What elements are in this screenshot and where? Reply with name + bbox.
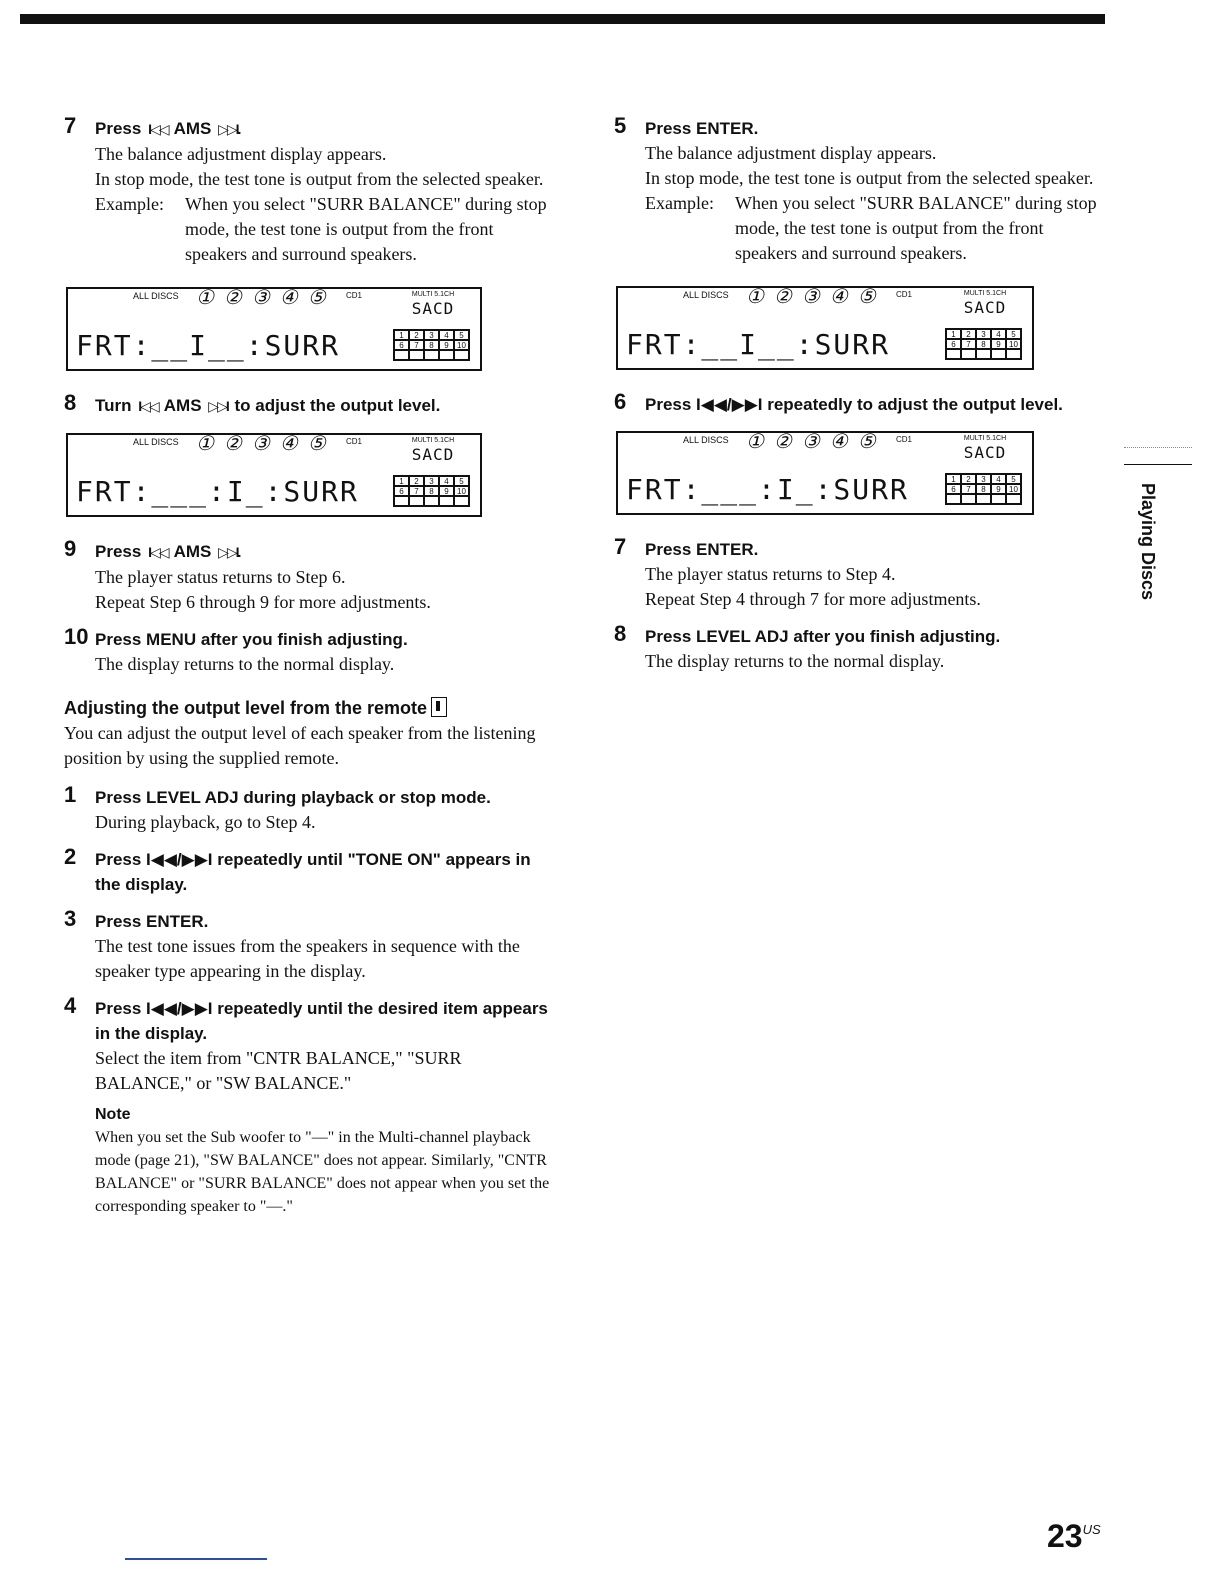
example-label: Example: bbox=[645, 193, 714, 213]
step-number: 1 bbox=[64, 782, 77, 807]
all-discs-label: ALL DISCS bbox=[133, 437, 179, 447]
multi-channel-label: MULTI 5.1CH bbox=[411, 437, 455, 444]
example bbox=[95, 192, 554, 267]
sacd-label: SACD bbox=[963, 298, 1007, 317]
cd1-label: CD1 bbox=[896, 435, 913, 444]
cd1-label: CD1 bbox=[346, 437, 363, 446]
grid-cell: 3 bbox=[424, 330, 439, 340]
step-body: The test tone issues from the speakers in sequence with the speaker type appearing in the display. bbox=[95, 936, 520, 981]
step-number: 3 bbox=[64, 906, 77, 931]
heading-text: Press bbox=[95, 542, 142, 561]
grid-cell: 3 bbox=[424, 476, 439, 486]
heading-text: Press bbox=[95, 119, 142, 138]
multi-channel-label: MULTI 5.1CH bbox=[963, 435, 1007, 442]
grid-cell bbox=[439, 496, 454, 506]
step-body: During playback, go to Step 4. bbox=[95, 812, 316, 832]
grid-cell bbox=[454, 496, 469, 506]
prev-ams-icon: I◁◁ bbox=[148, 544, 168, 560]
step-body: The display returns to the normal display. bbox=[645, 651, 945, 671]
grid-cell: 6 bbox=[946, 484, 961, 494]
grid-cell bbox=[1006, 349, 1021, 359]
step-number: 7 bbox=[614, 534, 627, 559]
step-number: 8 bbox=[64, 390, 77, 415]
step-body: The balance adjustment display appears. bbox=[95, 144, 387, 164]
lcd-main-readout: FRT:__I__:SURR bbox=[626, 328, 891, 361]
page-number bbox=[1047, 1518, 1101, 1555]
example-text: When you select "SURR BALANCE" during stop mode, the test tone is output from the front speakers and surround speakers. bbox=[185, 194, 547, 264]
disc-indicators-icon: ①②③④⑤ bbox=[196, 285, 336, 309]
step-number: 8 bbox=[614, 621, 627, 646]
grid-cell bbox=[946, 349, 961, 359]
grid-cell: 10 bbox=[1006, 339, 1021, 349]
step-heading: Press LEVEL ADJ after you finish adjusting. bbox=[645, 627, 1001, 646]
step-8-right bbox=[614, 621, 1104, 674]
grid-cell: 6 bbox=[394, 486, 409, 496]
grid-cell bbox=[991, 349, 1006, 359]
example-text: When you select "SURR BALANCE" during stop mode, the test tone is output from the front speakers and surround speakers. bbox=[735, 193, 1097, 263]
track-grid bbox=[393, 475, 470, 507]
grid-cell bbox=[976, 494, 991, 504]
grid-cell bbox=[439, 350, 454, 360]
page-number-suffix: US bbox=[1082, 1522, 1101, 1537]
grid-cell: 9 bbox=[439, 486, 454, 496]
multi-channel-label: MULTI 5.1CH bbox=[411, 291, 455, 298]
heading-text: Turn bbox=[95, 396, 132, 415]
step-heading: Press ENTER. bbox=[645, 119, 759, 138]
grid-cell: 7 bbox=[409, 340, 424, 350]
grid-cell bbox=[454, 350, 469, 360]
grid-cell: 6 bbox=[946, 339, 961, 349]
heading-text: AMS bbox=[173, 542, 212, 561]
step-heading: Press I◀◀/▶▶I repeatedly to adjust the output level. bbox=[645, 395, 1063, 414]
multi-channel-label: MULTI 5.1CH bbox=[963, 290, 1007, 297]
grid-cell: 2 bbox=[961, 474, 976, 484]
step-body: Repeat Step 6 through 9 for more adjustments. bbox=[95, 592, 431, 612]
grid-cell bbox=[976, 349, 991, 359]
step-heading bbox=[95, 116, 554, 142]
grid-cell bbox=[394, 350, 409, 360]
step-8 bbox=[64, 390, 554, 419]
grid-cell: 7 bbox=[961, 484, 976, 494]
grid-cell bbox=[961, 494, 976, 504]
lcd-main-readout: FRT:___:I_:SURR bbox=[626, 473, 909, 506]
grid-cell: 9 bbox=[439, 340, 454, 350]
lcd-main-readout: FRT:___:I_:SURR bbox=[76, 475, 359, 508]
all-discs-label: ALL DISCS bbox=[133, 291, 179, 301]
grid-cell: 2 bbox=[409, 476, 424, 486]
grid-cell: 4 bbox=[991, 474, 1006, 484]
grid-cell: 9 bbox=[991, 339, 1006, 349]
step-number: 9 bbox=[64, 536, 77, 561]
step-number: 4 bbox=[64, 993, 77, 1018]
sacd-label: SACD bbox=[963, 443, 1007, 462]
next-ams-icon: ▷▷I. bbox=[218, 121, 240, 137]
heading-text: AMS bbox=[173, 119, 212, 138]
remote-step-4 bbox=[64, 993, 554, 1218]
section-title bbox=[64, 695, 554, 721]
grid-cell: 10 bbox=[454, 486, 469, 496]
step-number: 7 bbox=[64, 113, 77, 138]
remote-step-2 bbox=[64, 844, 554, 897]
heading-text: AMS bbox=[163, 396, 202, 415]
side-tab-rule bbox=[1124, 464, 1192, 465]
step-7 bbox=[64, 113, 554, 267]
grid-cell: 10 bbox=[454, 340, 469, 350]
grid-cell bbox=[409, 496, 424, 506]
step-heading: Press ENTER. bbox=[645, 540, 759, 559]
lcd-display bbox=[66, 433, 482, 517]
page-number-value: 23 bbox=[1047, 1518, 1083, 1554]
grid-cell: 6 bbox=[394, 340, 409, 350]
cd1-label: CD1 bbox=[346, 291, 363, 300]
grid-cell: 1 bbox=[946, 329, 961, 339]
grid-cell: 9 bbox=[991, 484, 1006, 494]
step-body: Select the item from "CNTR BALANCE," "SURR BALANCE," or "SW BALANCE." bbox=[95, 1048, 462, 1093]
grid-cell: 8 bbox=[424, 486, 439, 496]
step-7-right bbox=[614, 534, 1104, 612]
grid-cell bbox=[961, 349, 976, 359]
grid-cell: 7 bbox=[409, 486, 424, 496]
cd1-label: CD1 bbox=[896, 290, 913, 299]
grid-cell: 8 bbox=[976, 339, 991, 349]
grid-cell: 2 bbox=[961, 329, 976, 339]
step-body: The player status returns to Step 6. bbox=[95, 567, 346, 587]
remote-icon bbox=[431, 697, 447, 717]
grid-cell: 8 bbox=[976, 484, 991, 494]
step-heading: Press I◀◀/▶▶I repeatedly until the desired item appears in the display. bbox=[95, 999, 548, 1043]
grid-cell: 5 bbox=[1006, 474, 1021, 484]
grid-cell: 4 bbox=[991, 329, 1006, 339]
track-grid bbox=[945, 473, 1022, 505]
grid-cell: 3 bbox=[976, 474, 991, 484]
grid-cell: 5 bbox=[1006, 329, 1021, 339]
step-body: In stop mode, the test tone is output from the selected speaker. bbox=[95, 169, 544, 189]
right-column bbox=[614, 113, 1104, 686]
lcd-display bbox=[616, 431, 1034, 515]
side-tab-label: Playing Discs bbox=[1138, 483, 1158, 601]
bottom-rule bbox=[125, 1558, 267, 1560]
all-discs-label: ALL DISCS bbox=[683, 435, 729, 445]
grid-cell: 5 bbox=[454, 330, 469, 340]
step-heading: Press I◀◀/▶▶I repeatedly until "TONE ON" appears in the display. bbox=[95, 850, 531, 894]
grid-cell: 1 bbox=[394, 330, 409, 340]
prev-ams-icon: I◁◁ bbox=[138, 398, 158, 414]
note-text: When you set the Sub woofer to "—" in the Multi-channel playback mode (page 21), "SW BALANCE" does not appear. Similarly, "CNTR BALANCE" or "SURR BALANCE" does not appear when you set the corresponding speaker to "—." bbox=[95, 1129, 550, 1215]
example-label: Example: bbox=[95, 194, 164, 214]
step-heading bbox=[95, 393, 554, 419]
grid-cell: 5 bbox=[454, 476, 469, 486]
grid-cell: 10 bbox=[1006, 484, 1021, 494]
section-title-text: Adjusting the output level from the remote bbox=[64, 698, 428, 718]
step-body: The balance adjustment display appears. bbox=[645, 143, 937, 163]
grid-cell: 2 bbox=[409, 330, 424, 340]
remote-step-3 bbox=[64, 906, 554, 984]
step-number: 2 bbox=[64, 844, 77, 869]
grid-cell bbox=[409, 350, 424, 360]
step-6 bbox=[614, 389, 1104, 417]
step-number: 10 bbox=[64, 624, 89, 649]
grid-cell bbox=[1006, 494, 1021, 504]
track-grid bbox=[945, 328, 1022, 360]
step-heading: Press MENU after you finish adjusting. bbox=[95, 630, 408, 649]
step-body: In stop mode, the test tone is output from the selected speaker. bbox=[645, 168, 1094, 188]
lcd-display bbox=[616, 286, 1034, 370]
track-grid bbox=[393, 329, 470, 361]
prev-ams-icon: I◁◁ bbox=[148, 121, 168, 137]
grid-cell: 4 bbox=[439, 476, 454, 486]
grid-cell: 4 bbox=[439, 330, 454, 340]
step-heading: Press ENTER. bbox=[95, 912, 209, 931]
step-5 bbox=[614, 113, 1104, 266]
lcd-display bbox=[66, 287, 482, 371]
disc-indicators-icon: ①②③④⑤ bbox=[196, 431, 336, 455]
sacd-label: SACD bbox=[411, 299, 455, 318]
sacd-label: SACD bbox=[411, 445, 455, 464]
step-heading bbox=[95, 539, 554, 565]
disc-indicators-icon: ①②③④⑤ bbox=[746, 429, 886, 453]
grid-cell: 8 bbox=[424, 340, 439, 350]
side-tab bbox=[1124, 455, 1194, 601]
next-ams-icon: ▷▷I bbox=[208, 398, 228, 414]
step-10 bbox=[64, 624, 554, 677]
section-intro: You can adjust the output level of each speaker from the listening position by using the supplied remote. bbox=[64, 723, 536, 768]
grid-cell bbox=[946, 494, 961, 504]
side-tab-divider bbox=[1124, 447, 1192, 448]
step-body: Repeat Step 4 through 7 for more adjustments. bbox=[645, 589, 981, 609]
grid-cell: 3 bbox=[976, 329, 991, 339]
top-rule bbox=[20, 14, 1105, 24]
grid-cell: 7 bbox=[961, 339, 976, 349]
grid-cell bbox=[424, 350, 439, 360]
step-number: 5 bbox=[614, 113, 627, 138]
all-discs-label: ALL DISCS bbox=[683, 290, 729, 300]
note-title: Note bbox=[95, 1106, 131, 1123]
grid-cell: 1 bbox=[394, 476, 409, 486]
disc-indicators-icon: ①②③④⑤ bbox=[746, 284, 886, 308]
heading-text: to adjust the output level. bbox=[234, 396, 441, 415]
remote-step-1 bbox=[64, 782, 554, 835]
example bbox=[645, 191, 1104, 266]
step-9 bbox=[64, 536, 554, 615]
grid-cell bbox=[394, 496, 409, 506]
step-body: The display returns to the normal display. bbox=[95, 654, 395, 674]
step-number: 6 bbox=[614, 389, 627, 414]
left-column bbox=[64, 113, 554, 1230]
step-heading: Press LEVEL ADJ during playback or stop mode. bbox=[95, 788, 491, 807]
lcd-main-readout: FRT:__I__:SURR bbox=[76, 329, 341, 362]
grid-cell bbox=[991, 494, 1006, 504]
next-ams-icon: ▷▷I. bbox=[218, 544, 240, 560]
step-body: The player status returns to Step 4. bbox=[645, 564, 896, 584]
grid-cell bbox=[424, 496, 439, 506]
grid-cell: 1 bbox=[946, 474, 961, 484]
